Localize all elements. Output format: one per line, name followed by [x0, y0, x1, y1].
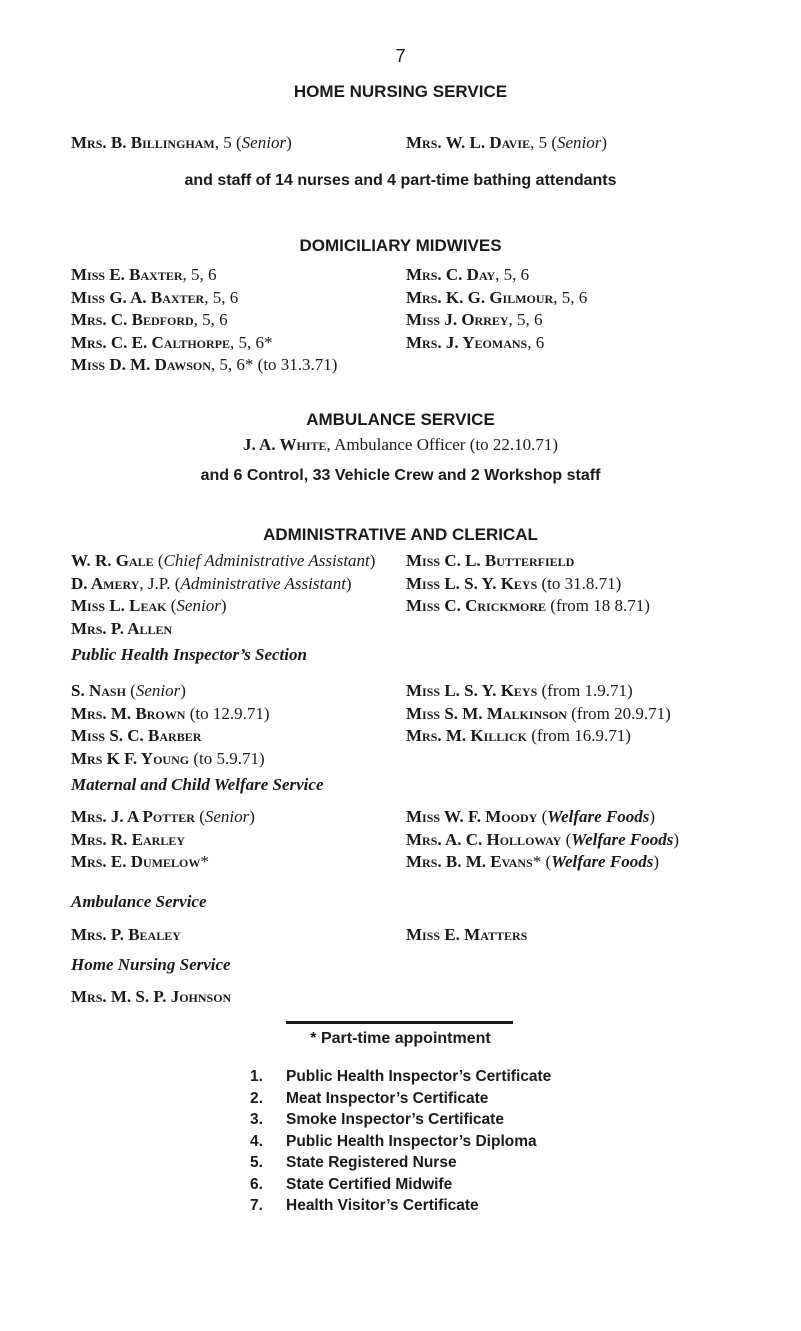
list-item: Mrs. P. Allen — [71, 618, 173, 638]
home-nursing-staff-line: and staff of 14 nurses and 4 part-time bathing attendants — [184, 172, 617, 189]
midwives-right-list — [406, 264, 587, 354]
admin-heading: ADMINISTRATIVE AND CLERICAL — [263, 525, 538, 544]
list-item: Miss S. M. Malkinson (from 20.9.71) — [406, 703, 671, 723]
list-item: Mrs. J. A Potter (Senior) — [71, 807, 255, 826]
phi-section-heading: Public Health Inspector’s Section — [71, 645, 307, 664]
ambulance-staff-line: and 6 Control, 33 Vehicle Crew and 2 Workshop staff — [200, 467, 601, 484]
mcw-left-list — [71, 806, 255, 874]
staff-name: Mrs. B. Billingham — [71, 133, 215, 152]
list-item: Mrs. M. Brown (to 12.9.71) — [71, 703, 270, 723]
admin-right-list — [406, 550, 650, 618]
hns-section-heading: Home Nursing Service — [71, 955, 231, 974]
midwives-left-list — [71, 264, 337, 377]
list-item: Miss J. Orrey, 5, 6 — [406, 310, 543, 329]
midwives-heading: DOMICILIARY MIDWIVES — [299, 236, 502, 255]
hns-section-left: Mrs. M. S. P. Johnson — [71, 987, 232, 1006]
home-nursing-heading: HOME NURSING SERVICE — [293, 82, 508, 101]
list-item: Mrs. B. M. Evans* (Welfare Foods) — [406, 852, 659, 871]
list-item: D. Amery, J.P. (Administrative Assistant) — [71, 573, 352, 593]
list-item: 5. State Registered Nurse — [250, 1154, 457, 1171]
list-item: Miss W. F. Moody (Welfare Foods) — [406, 807, 656, 826]
list-item: 1. Public Health Inspector’s Certificate — [250, 1068, 552, 1085]
list-item: Mrs. J. Yeomans, 6 — [406, 332, 545, 352]
list-item: 3. Smoke Inspector’s Certificate — [250, 1111, 504, 1128]
page-number: 7 — [395, 46, 406, 66]
list-item: W. R. Gale (Chief Administrative Assistant) — [71, 551, 376, 570]
home-nursing-senior-left: Mrs. B. Billingham, 5 (Senior) — [71, 133, 292, 152]
list-item: 2. Meat Inspector’s Certificate — [250, 1089, 489, 1107]
phi-left-list — [71, 680, 269, 770]
list-item: Miss D. M. Dawson, 5, 6* (to 31.3.71) — [71, 355, 338, 374]
list-item: Mrs K F. Young (to 5.9.71) — [71, 748, 265, 768]
ambulance-officer: J. A. White, Ambulance Officer (to 22.10.71) — [242, 435, 559, 454]
amb-section-left: Mrs. P. Bealey — [71, 925, 181, 944]
list-item: 6. State Certified Midwife — [250, 1175, 453, 1193]
admin-left-list — [71, 550, 375, 640]
list-item: S. Nash (Senior) — [71, 681, 186, 700]
list-item: Miss E. Baxter, 5, 6 — [71, 265, 217, 284]
list-item: Mrs. C. Day, 5, 6 — [406, 265, 530, 284]
list-item: Mrs. R. Earley — [71, 829, 186, 849]
list-item: 7. Health Visitor’s Certificate — [250, 1197, 479, 1214]
list-item: Mrs. M. Killick (from 16.9.71) — [406, 726, 631, 745]
staff-name: Mrs. W. L. Davie — [406, 133, 531, 152]
footnote: * Part-time appointment — [310, 1030, 491, 1047]
list-item: Mrs. A. C. Holloway (Welfare Foods) — [406, 829, 680, 849]
ambulance-heading: AMBULANCE SERVICE — [306, 410, 495, 429]
list-item: Miss L. S. Y. Keys (from 1.9.71) — [406, 681, 633, 700]
qualifications-list — [250, 1066, 551, 1217]
list-item: Mrs. C. E. Calthorpe, 5, 6* — [71, 332, 273, 352]
list-item: Miss C. L. Butterfield — [406, 551, 575, 570]
mcw-right-list — [406, 806, 679, 874]
list-item: Mrs. E. Dumelow* — [71, 852, 209, 871]
home-nursing-senior-right: Mrs. W. L. Davie, 5 (Senior) — [406, 133, 608, 152]
mcw-section-heading: Maternal and Child Welfare Service — [71, 775, 324, 794]
amb-section-right: Miss E. Matters — [406, 925, 528, 944]
list-item: Miss L. Leak (Senior) — [71, 596, 227, 615]
list-item: Miss L. S. Y. Keys (to 31.8.71) — [406, 573, 622, 593]
amb-section-heading: Ambulance Service — [71, 892, 207, 911]
list-item: Miss G. A. Baxter, 5, 6 — [71, 287, 239, 307]
list-item: Mrs. C. Bedford, 5, 6 — [71, 310, 228, 329]
divider-rule — [286, 1021, 513, 1024]
phi-right-list — [406, 680, 671, 748]
list-item: Miss C. Crickmore (from 18 8.71) — [406, 596, 650, 615]
list-item: Mrs. K. G. Gilmour, 5, 6 — [406, 287, 588, 307]
list-item: Miss S. C. Barber — [71, 726, 202, 745]
list-item: 4. Public Health Inspector’s Diploma — [250, 1132, 537, 1150]
